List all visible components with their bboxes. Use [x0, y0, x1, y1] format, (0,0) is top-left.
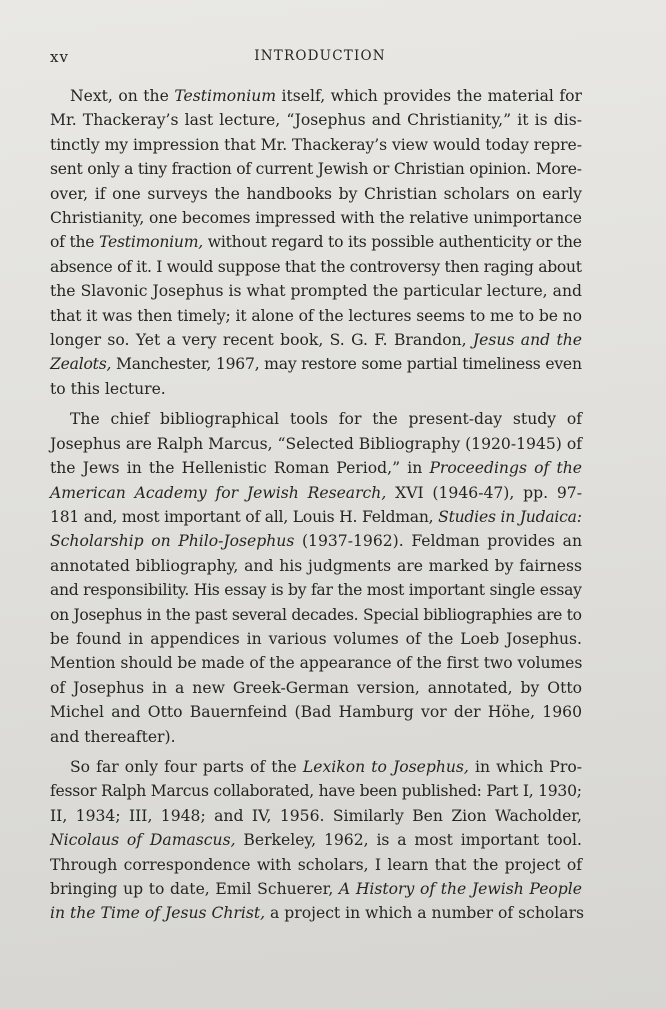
paragraph: [50, 755, 585, 926]
text-line: and responsibility. His essay is by far the most important single essay: [50, 581, 582, 600]
page-number: xv: [50, 48, 69, 66]
text-line: of the Testimonium, without regard to its possible authenticity or the: [50, 233, 582, 252]
text-line: Next, on the Testimonium itself, which provides the material for: [70, 87, 582, 105]
paragraph: [50, 84, 582, 401]
text-line: that it was then timely; it alone of the lectures seems to me to be no: [50, 306, 582, 325]
text-line: absence of it. I would suppose that the controversy then raging about: [50, 257, 582, 276]
text-line: Christianity, one becomes impressed with the relative unimportance: [50, 209, 582, 228]
text-line: the Slavonic Josephus is what prompted the particular lecture, and: [50, 282, 582, 301]
text-line: in the Time of Jesus Christ, a project in which a number of scholars: [50, 904, 585, 923]
text-line: Michel and Otto Bauernfeind (Bad Hamburg vor der Höhe, 1960: [50, 703, 582, 722]
text-line: bringing up to date, Emil Schuerer, A History of the Jewish People: [50, 880, 583, 898]
text-line: of Josephus in a new Greek-German version, annotated, by Otto: [50, 678, 582, 697]
text-line: longer so. Yet a very recent book, S. G. F. Brandon, Jesus and the: [50, 331, 582, 350]
text-line: American Academy for Jewish Research, XVI (1946-47), pp. 97-: [50, 483, 582, 502]
text-line: the Jews in the Hellenistic Roman Period,” in Proceedings of the: [50, 459, 583, 478]
text-line: The chief bibliographical tools for the present-day study of: [70, 410, 582, 429]
text-line: So far only four parts of the Lexikon to Josephus, in which Pro-: [70, 757, 582, 776]
text-line: Mr. Thackeray’s last lecture, “Josephus and Christianity,” it is dis-: [50, 111, 582, 130]
text-line: be found in appendices in various volumes of the Loeb Josephus.: [50, 629, 582, 648]
text-line: Mention should be made of the appearance of the first two volumes: [50, 654, 583, 673]
text-line: Scholarship on Philo-Josephus (1937-1962). Feldman provides an: [50, 532, 582, 551]
text-line: Through correspondence with scholars, I learn that the project of: [50, 855, 582, 874]
text-line: II, 1934; III, 1948; and IV, 1956. Similarly Ben Zion Wacholder,: [50, 806, 582, 825]
text-line: 181 and, most important of all, Louis H. Feldman, Studies in Judaica:: [50, 507, 582, 526]
paragraph: [50, 407, 582, 749]
text-line: Nicolaus of Damascus, Berkeley, 1962, is a most important tool.: [50, 831, 582, 850]
text-line: sent only a tiny fraction of current Jewish or Christian opinion. More-: [50, 160, 582, 179]
running-header: [50, 48, 590, 72]
text-line: and thereafter).: [50, 727, 176, 746]
running-title: INTRODUCTION: [254, 48, 386, 64]
text-line: on Josephus in the past several decades. Special bibliographies are to: [50, 605, 582, 624]
text-line: Zealots, Manchester, 1967, may restore some partial timeliness even: [50, 355, 582, 374]
text-line: annotated bibliography, and his judgments are marked by fairness: [50, 556, 582, 575]
text-line: over, if one surveys the handbooks by Christian scholars on early: [50, 184, 582, 203]
text-line: to this lecture.: [50, 379, 166, 398]
text-line: fessor Ralph Marcus collaborated, have been published: Part I, 1930;: [50, 782, 582, 801]
body-text: [50, 84, 585, 926]
text-line: tinctly my impression that Mr. Thackeray’s view would today repre-: [50, 135, 582, 154]
text-line: Josephus are Ralph Marcus, “Selected Bibliography (1920-1945) of: [50, 434, 582, 453]
